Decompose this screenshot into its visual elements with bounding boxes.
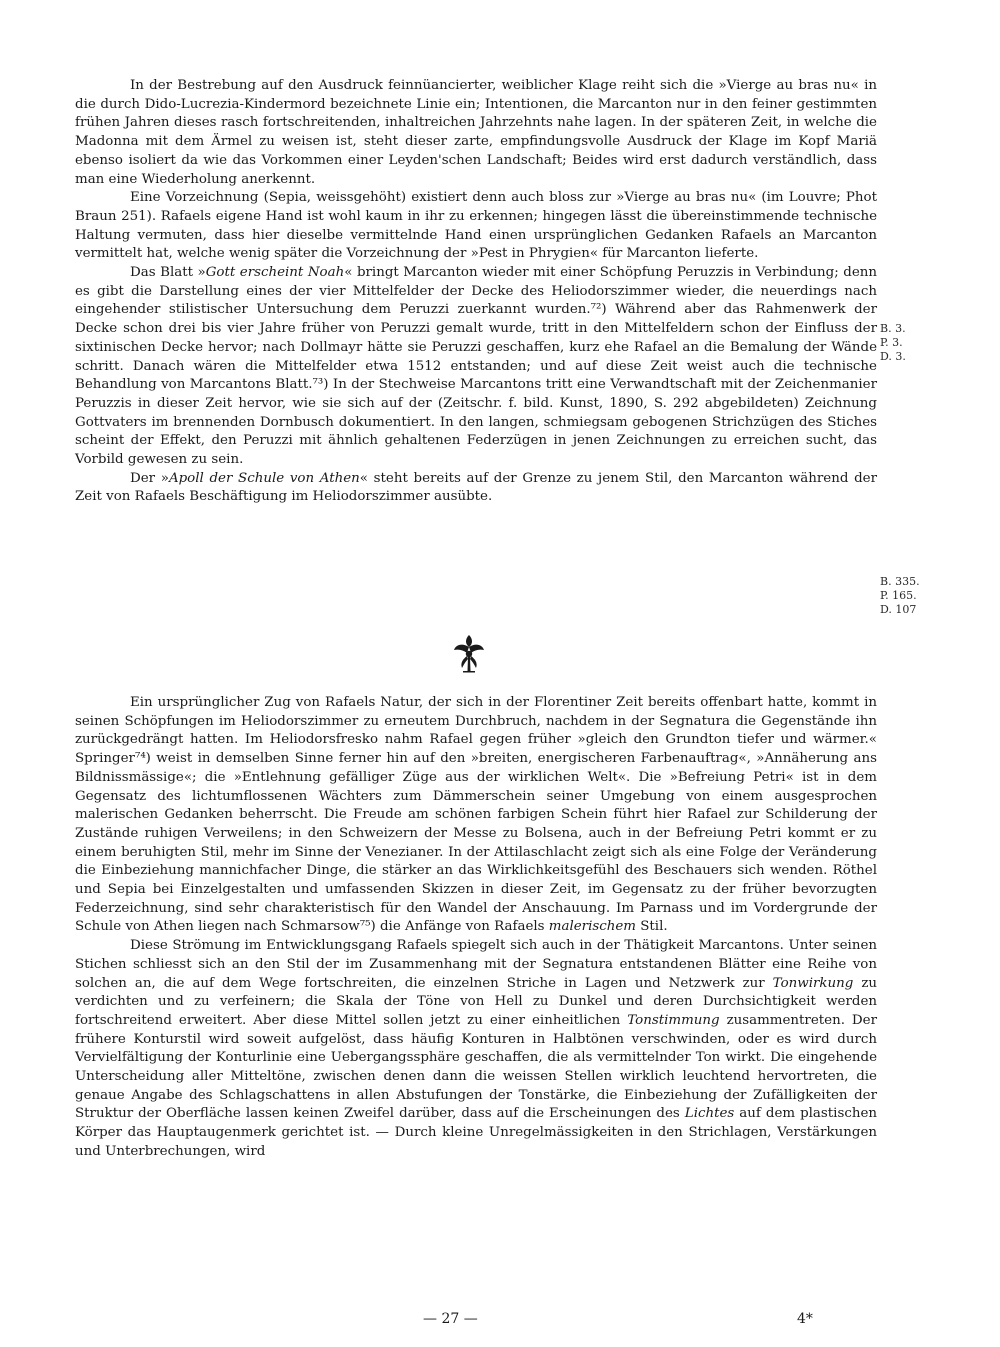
fleuron-ornament-icon — [451, 633, 487, 673]
paragraph-gott-erscheint-noah — [75, 264, 877, 470]
margin-ref-line: D. 107 — [880, 603, 917, 616]
margin-ref-line: P. 165. — [880, 589, 917, 602]
signature-mark: 4* — [797, 1311, 813, 1327]
text-run: « steht bereits auf der Grenze zu jenem Stil, den Marcanton während der Zeit von Rafaels Beschäftigung im Heliodorszimmer ausübte. — [75, 470, 878, 505]
emphasis: Tonwirkung — [772, 975, 854, 991]
margin-reference — [880, 322, 930, 364]
text-run: « bringt Marcanton wieder mit einer Schöpfung Peruzzis in Verbindung; denn es gibt die Darstellung eines der vier Mittelfelder der Decke des Heliodorszimmer wieder, die neuerdings nach eingehender stilistischer Untersuchung dem Peruzzi zuerkannt wurden.⁷²) Während aber das Rahmenwerk der Decke schon drei bis vier Jahre früher von Peruzzi gemalt wurde, tritt in den Mittelfeldern schon der Einfluss der sixtinischen Decke hervor; nach Dollmayr hätte sie Peruzzi geschaffen, kurz ehe Rafael an die Bemalung der Wände schritt. Danach wären die Mittelfelder etwa 1512 entstanden; und auf diese Zeit weist auch die technische Behandlung von Marcantons Blatt.⁷³) In der Stechweise Marcantons tritt eine Verwandtschaft mit der Zeichenmanier Peruzzis in dieser Zeit hervor, wie sie sich auf der (Zeitschr. f. bild. Kunst, 1890, S. 292 abgebildeten) Zeichnung Gottvaters im brennenden Dornbusch dokumentiert. In den langen, schmiegsam gebogenen Strichzügen des Stiches scheint der Effekt, den Peruzzi mit ähnlich gehaltenen Federzügen in jenen Zeichnungen zu erreichen sucht, das Vorbild gewesen zu sein. — [75, 265, 877, 468]
text-section-1 — [75, 77, 877, 507]
text-run: Ein ursprünglicher Zug von Rafaels Natur, der sich in der Florentiner Zeit bereits offenbart hatte, kommt in seinen Schöpfungen im Heliodorszimmer zu erneutem Durchbruch, nachdem in der Segnatura die Gegenstände ihn zurückgedrängt hatten. Im Heliodorsfresko nahm Rafael gegen früher »gleich den Grundton tiefer und wärmer.« Springer⁷⁴) weist in demselben Sinne ferner hin auf den »breiten, energischeren Farbenauftrag«, »Annäherung ans Bildnissmässige«; die »Entlehnung gefälliger Züge aus der wirklichen Welt«. Die »Befreiung Petri« ist in dem Gegensatz des lichtumflossenen Wächters zum Dämmerschein seiner Umgebung von einem ausgesprochen malerischen Gedanken beherrscht. Die Freude am schönen farbigen Schein führt hier Rafael zur Schilderung der Zustände ruhigen Verweilens; in den Schweizern der Messe zu Bolsena, auch in der Befreiung Petri kommt er zu einem beruhigten Stil, mehr im Sinne der Venezianer. In der Attilaschlacht zeigt sich als eine Folge der Veränderung die Einbeziehung mannichfacher Dinge, die stärker an das Wirklichkeitsgefühl des Beschauers sich wenden. Röthel und Sepia bei Einzelgestalten und umfassenden Skizzen in dieser Zeit, im Gegensatz zu der früher bevorzugten Federzeichnung, sind sehr charakteristisch für den Wandel der Anschauung. Im Parnass und im Vordergrunde der Schule von Athen liegen nach Schmarsow⁷⁵) die Anfänge von Rafaels — [75, 695, 877, 935]
text-run: Diese Strömung im Entwicklungsgang Rafaels spiegelt sich auch in der Thätigkeit Marcantons. Unter seinen Stichen schliesst sich an den Stil der im Zusammenhang mit der Segnatura entstandenen Blätter eine Reihe von solchen an, die auf dem Wege fortschreiten, die einzelnen Striche in Lagen und Netzwerk zur — [75, 938, 877, 991]
emphasis: malerischem — [548, 919, 636, 935]
paragraph: Eine Vorzeichnung (Sepia, weissgehöht) existiert denn auch bloss zur »Vierge au bras nu« (im Louvre; Phot Braun 251). Rafaels eigene Hand ist wohl kaum in ihr zu erkennen; hingegen lässt die übereinstimmende technische Haltung vermuten, dass hier dieselbe vermittelnde Hand einen ursprünglichen Gedanken Rafaels an Marcanton vermittelt hat, welche wenig später die Vorzeichnung der »Pest in Phrygien« für Marcanton lieferte. — [75, 190, 877, 262]
text-run: auf dem plastischen Körper das Hauptaugenmerk gerichtet ist. — Durch kleine Unregelmässigkeiten in den Strichlagen, Verstärkungen und Unterbrechungen, wird — [75, 1106, 877, 1159]
artwork-title: Apoll der Schule von Athen — [168, 470, 360, 486]
text-run: zusammentreten. Der frühere Konturstil wird soweit aufgelöst, dass häufig Konturen in Halbtönen verschwinden, oder es wird durch Vervielfältigung der Konturlinie eine Uebergangssphäre geschaffen, die als vermittelnder Ton wirkt. Die eingehende Unterscheidung aller Mitteltöne, zwischen denen dann die weissen Stellen wirklich leuchtend hervortreten, die genaue Angabe des Schlagschattens in allen Abstufungen der Tonstärke, die Einbeziehung der Zufälligkeiten der Struktur der Oberfläche lassen keinen Zweifel darüber, dass auf die Erscheinungen des — [75, 1012, 877, 1122]
paragraph: In der Bestrebung auf den Ausdruck feinnüancierter, weiblicher Klage reiht sich die »Vierge au bras nu« in die durch Dido-Lucrezia-Kindermord bezeichnete Linie ein; Intentionen, die Marcanton nur in den feiner gestimmten frühen Jahren dieses rasch fortschreitenden, inhaltreichen Jahrzehnts nahe lagen. In der späteren Zeit, in welche die Madonna mit dem Ärmel zu weisen ist, steht dieser zarte, empfindungsvolle Ausdruck der Klage im Kopf Mariä ebenso isoliert da wie das Vorkommen einer Leyden'schen Landschaft; Beides wird erst dadurch verständlich, dass man eine Wiederholung anerkennt. — [75, 78, 877, 187]
paragraph-rafael-natur — [75, 694, 877, 937]
artwork-title: Gott erscheint Noah — [205, 265, 345, 281]
margin-ref-line: P. 3. — [880, 336, 903, 349]
margin-ref-line: D. 3. — [880, 350, 906, 363]
paragraph-apoll — [75, 470, 877, 507]
text-run: Der » — [130, 470, 169, 486]
text-run: Stil. — [636, 919, 668, 935]
margin-ref-line: B. 335. — [880, 575, 920, 588]
margin-ref-line: B. 3. — [880, 322, 906, 335]
paragraph-marcanton-thaetigkeit — [75, 937, 877, 1161]
text-run: Das Blatt » — [130, 265, 206, 281]
page-number: — 27 — — [423, 1311, 478, 1327]
text-section-2 — [75, 694, 877, 1162]
margin-reference — [880, 575, 930, 617]
emphasis: Tonstimmung — [627, 1012, 720, 1028]
emphasis: Lichtes — [684, 1106, 735, 1122]
text-run: zu verdichten und zu verfeinern; die Skala der Töne von Hell zu Dunkel und deren Durchsichtigkeit werden fortschreitend erweitert. Aber diese Mittel sollen jetzt zu einer einheitlichen — [75, 975, 877, 1028]
